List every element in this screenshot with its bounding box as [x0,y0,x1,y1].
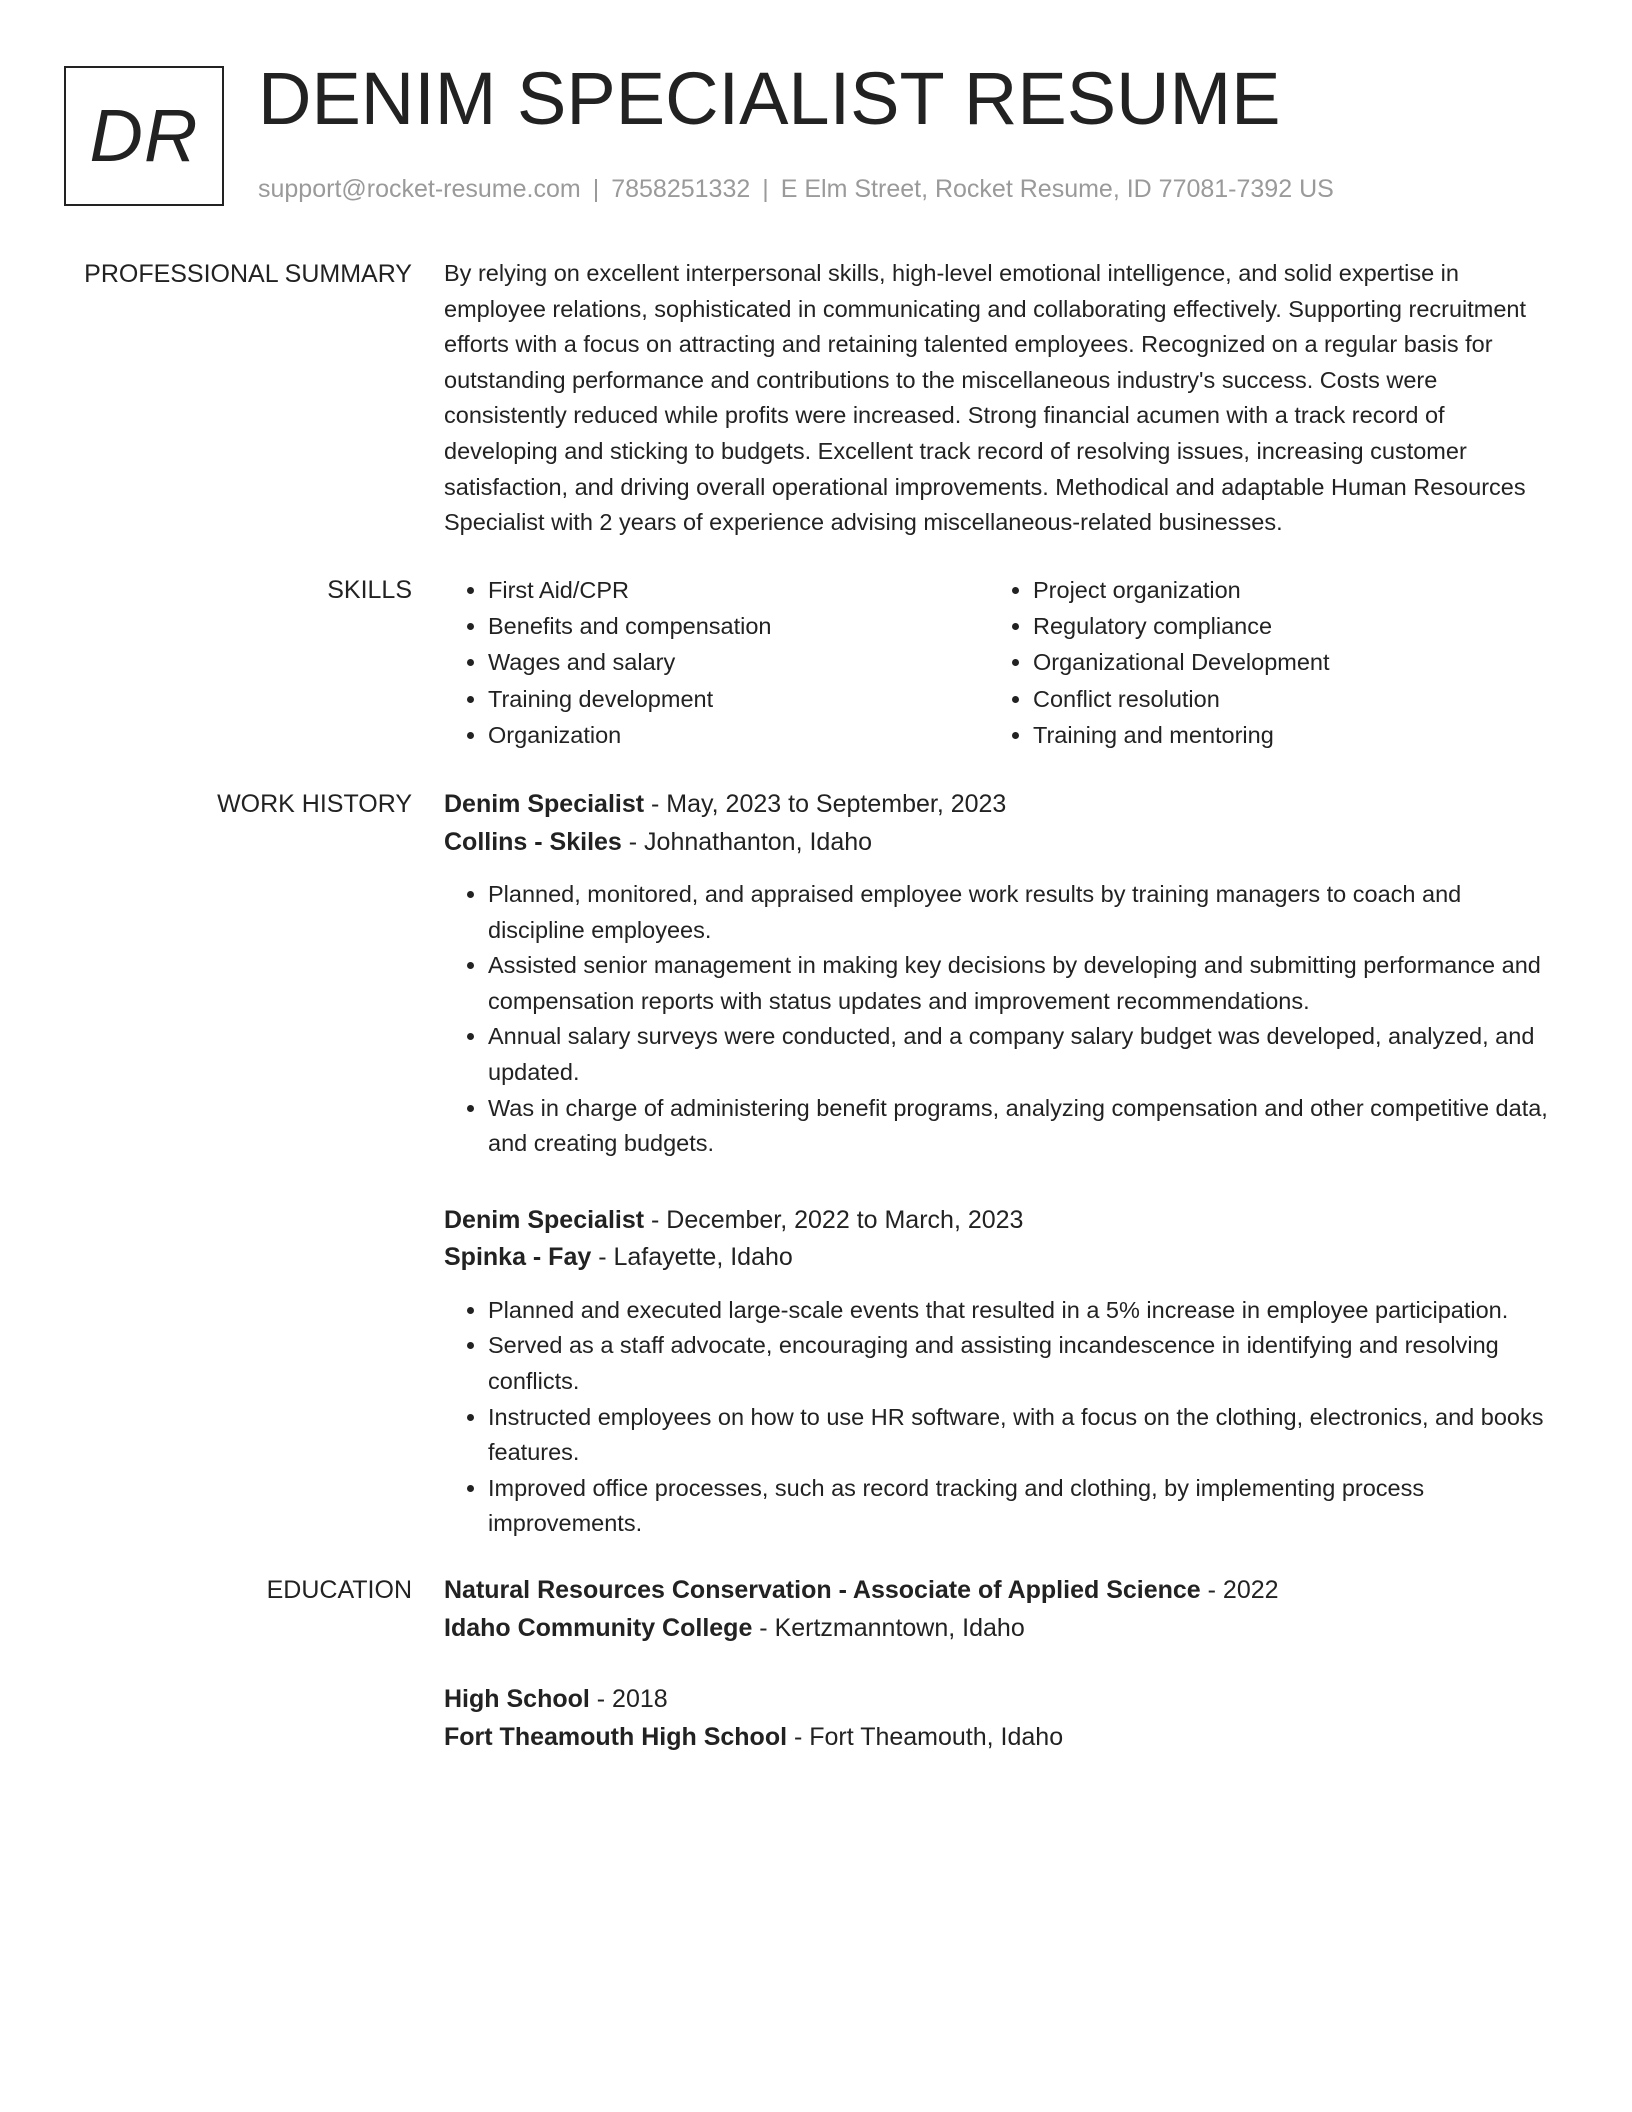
skill-item: • Wages and salary [488,644,989,680]
monogram-initials: DR [89,94,199,177]
job-entry [444,786,1562,1162]
job-title-line [444,786,1562,824]
job-location: - Johnathanton, Idaho [621,827,873,856]
job-bullet: • Served as a staff advocate, encouraging and assisting incandescence in identifying and resolving conflicts. [488,1328,1562,1399]
skill-item: • Conflict resolution [1033,681,1534,717]
job-bullet: • Improved office processes, such as record tracking and clothing, by implementing process improvements. [488,1471,1562,1542]
job-bullets [444,877,1562,1162]
education-body [444,1572,1562,1756]
education-degree: Natural Resources Conservation - Associate of Applied Science [444,1576,1201,1604]
education-degree: High School [444,1685,590,1713]
education-year: - 2022 [1200,1576,1279,1604]
education-year: - 2018 [589,1685,668,1713]
job-company-line [444,824,1562,862]
skill-item: • Training development [488,681,989,717]
education-entry [444,1572,1562,1647]
skill-item: • Training and mentoring [1033,717,1534,753]
skill-item: • Organizational Development [1033,644,1534,680]
skill-item: • Regulatory compliance [1033,608,1534,644]
education-school: Fort Theamouth High School [444,1722,788,1751]
job-location: - Lafayette, Idaho [591,1243,793,1272]
contact-email: support@rocket-resume.com [258,175,581,203]
contact-separator: | [592,175,600,203]
education-entry [444,1681,1562,1756]
skill-item: • Project organization [1033,572,1534,608]
education-location: - Fort Theamouth, Idaho [787,1722,1064,1751]
monogram-box [64,66,224,206]
summary-heading: PROFESSIONAL SUMMARY [84,260,412,288]
job-title: Denim Specialist [444,790,645,818]
job-bullet: • Instructed employees on how to use HR software, with a focus on the clothing, electronics, and books features. [488,1400,1562,1471]
education-school-line [444,1610,1562,1648]
job-entry [444,1202,1562,1542]
education-school-line [444,1719,1562,1757]
job-bullet: • Planned and executed large-scale events that resulted in a 5% increase in employee participation. [488,1293,1562,1329]
work-history-heading: WORK HISTORY [217,790,412,818]
job-company-line [444,1239,1562,1277]
education-location: - Kertzmanntown, Idaho [752,1613,1025,1642]
job-company: Spinka - Fay [444,1243,592,1272]
education-school: Idaho Community College [444,1613,753,1642]
resume-title: DENIM SPECIALIST RESUME [258,57,1281,140]
skill-item: • Benefits and compensation [488,608,989,644]
job-dates: - December, 2022 to March, 2023 [644,1205,1024,1234]
work-history-body [444,786,1562,1542]
contact-phone: 7858251332 [611,175,751,203]
contact-address: E Elm Street, Rocket Resume, ID 77081-7392 US [780,175,1334,203]
skill-item: • First Aid/CPR [488,572,989,608]
contact-separator: | [762,175,769,203]
education-degree-line [444,1681,1562,1719]
education-degree-line [444,1572,1562,1610]
contact-line [258,174,1334,204]
job-bullet: • Annual salary surveys were conducted, and a company salary budget was developed, analyzed, and updated. [488,1019,1562,1090]
skill-item: • Organization [488,717,989,753]
job-title: Denim Specialist [444,1205,645,1234]
summary-text: By relying on excellent interpersonal skills, high-level emotional intelligence, and solid expertise in employee relations, sophisticated in communicating and collaborating effectively. Supporting recruitment efforts with a focus on attracting and retaining talented employees. Recognized on a regular basis for outstanding performance and contributions to the miscellaneous industry's success. Costs were consistently reduced while profits were increased. Strong financial acumen with a track record of developing and sticking to budgets. Excellent track record of resolving issues, increasing customer satisfaction, and driving overall operational improvements. Methodical and adaptable Human Resources Specialist with 2 years of experience advising miscellaneous-related businesses. [444,260,1527,536]
job-title-line [444,1202,1562,1240]
job-bullets [444,1293,1562,1542]
job-bullet: • Assisted senior management in making key decisions by developing and submitting performance and compensation reports with status updates and improvement recommendations. [488,948,1562,1019]
skills-list-right [989,572,1534,753]
job-company: Collins - Skiles [444,827,622,856]
education-heading: EDUCATION [266,1576,412,1604]
job-bullet: • Was in charge of administering benefit programs, analyzing compensation and other competitive data, and creating budgets. [488,1091,1562,1162]
job-bullet: • Planned, monitored, and appraised employee work results by training managers to coach and discipline employees. [488,877,1562,948]
skills-list-left [444,572,989,753]
skills-heading: SKILLS [327,576,412,604]
skills-body [444,572,1562,753]
summary-body [444,256,1562,541]
job-dates: - May, 2023 to September, 2023 [644,790,1007,818]
